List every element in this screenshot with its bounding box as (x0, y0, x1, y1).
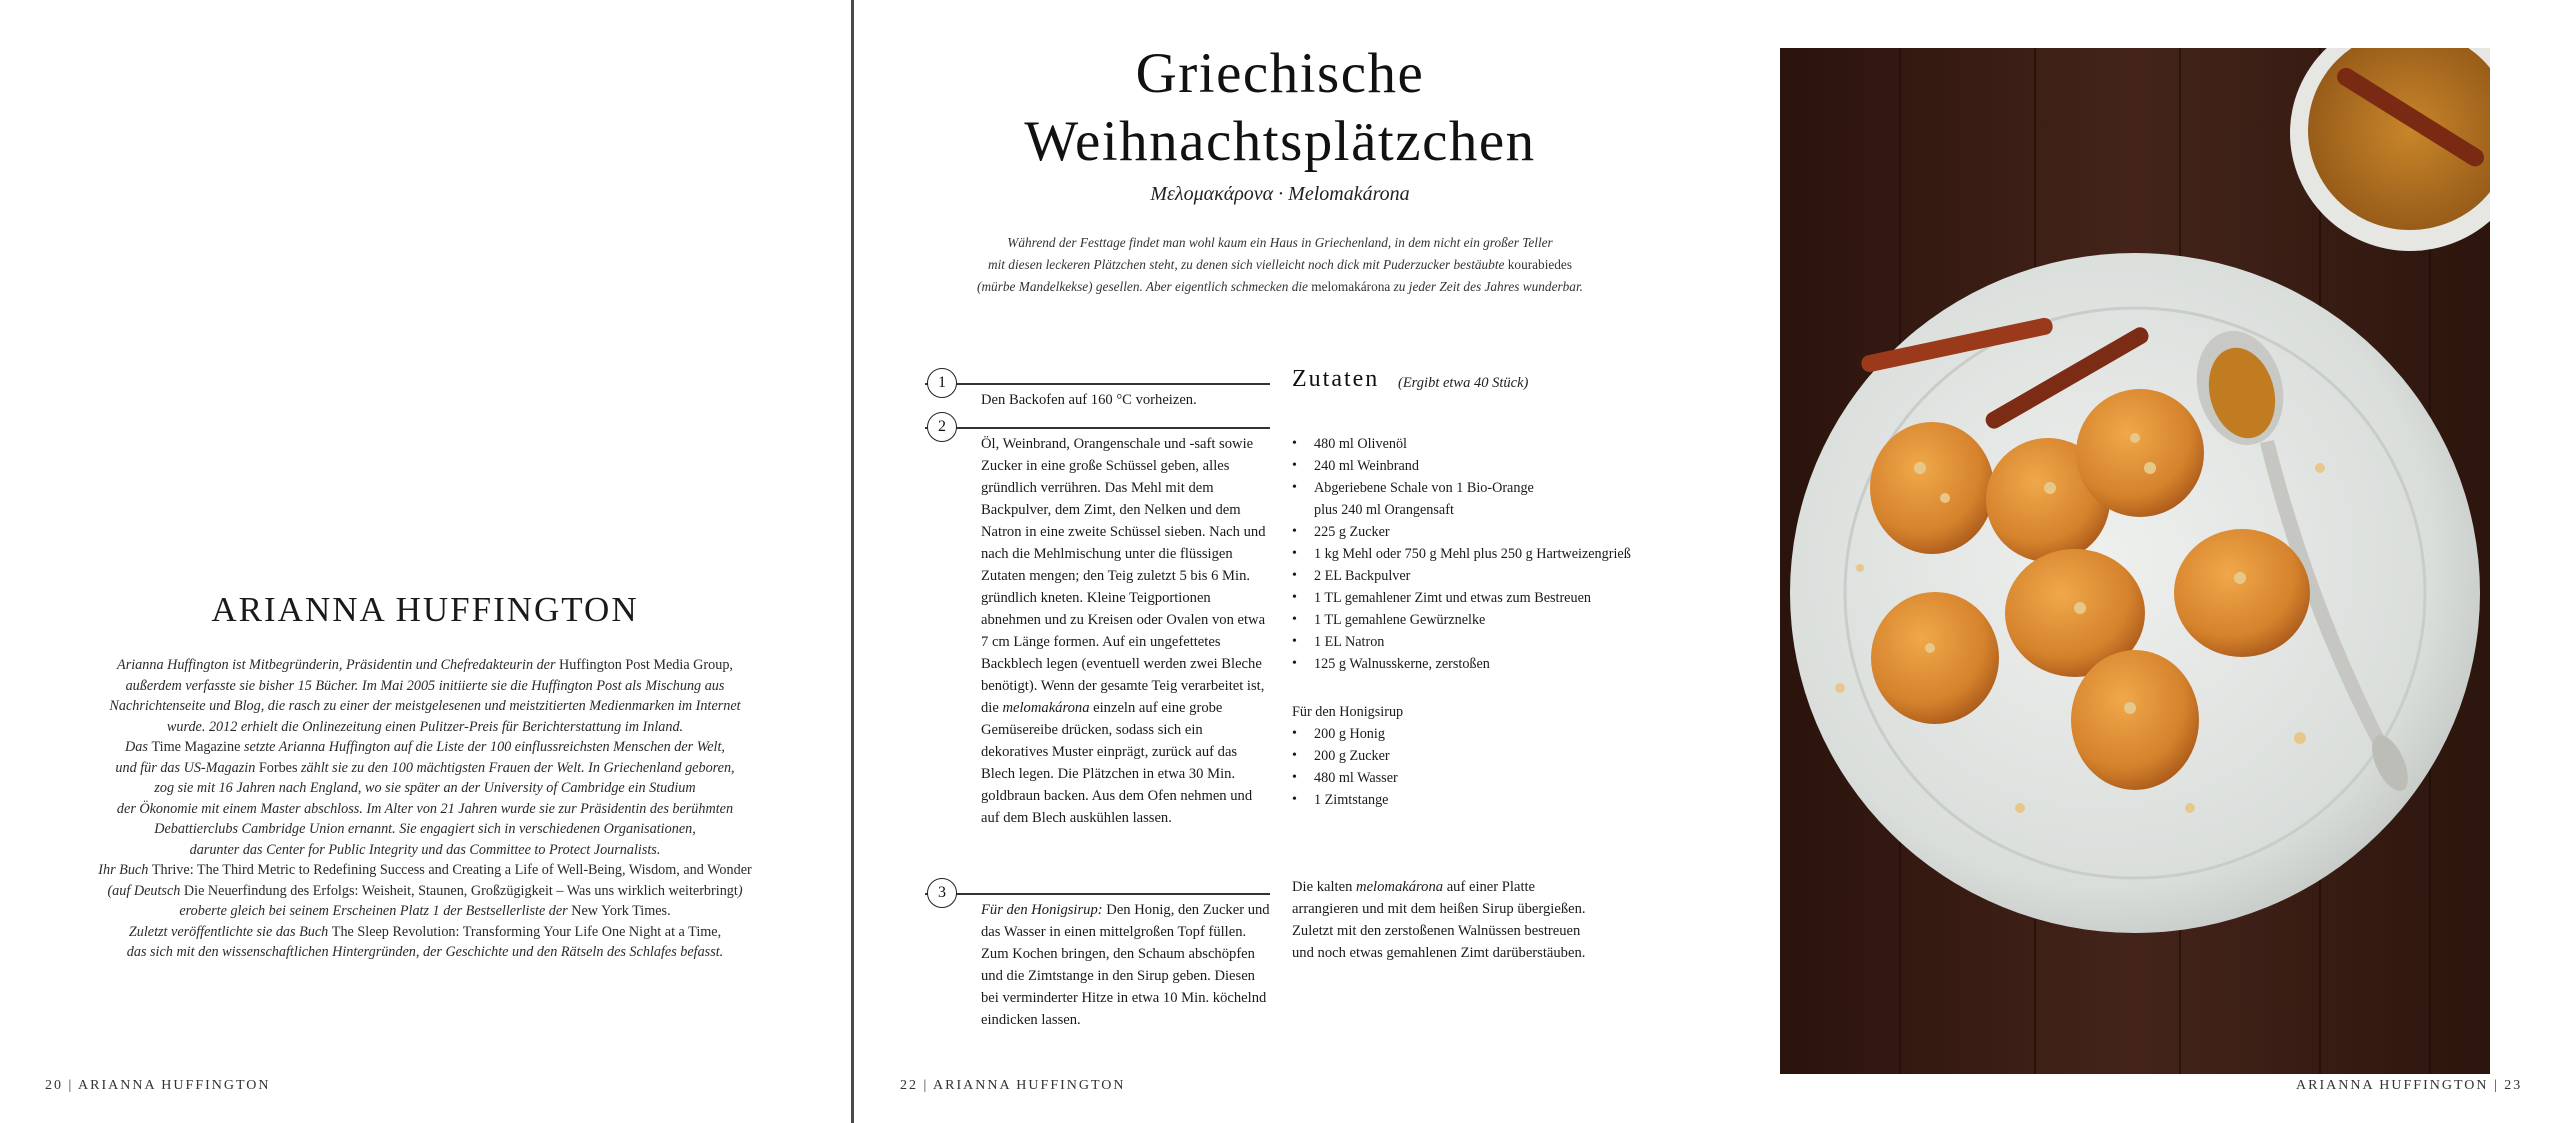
recipe-photo (1780, 48, 2490, 1074)
bio-text: zog sie mit 16 Jahren nach England, wo sie später an der University of Cambridge ein Studium (154, 780, 696, 796)
ingredient-item: • 480 ml Wasser (1292, 767, 1592, 789)
bio-text: Debattierclubs Cambridge Union ernannt. Sie engagiert sich in verschiedenen Organisationen, (154, 821, 696, 837)
step-2-number: 2 (927, 412, 957, 442)
step-text-span: Öl, Weinbrand, Orangenschale und -saft sowie Zucker in eine große Schüssel geben, alles gründlich verrühren. Das Mehl mit dem Backpulver, dem Zimt, den Nelken und dem Natron in eine zweite Schüssel sieben. Nach und nach die Mehlmischung unter die flüssigen Zutaten mengen; den Teig zuletzt 5 bis 6 Min. gründlich kneten. Kleine Teigportionen abnehmen und zu Kreisen oder Ovalen von etwa 7 cm Länge formen. Auf ein ungefettetes Backblech legen (eventuell werden zwei Bleche benötigt). Wenn der gesamte Teig verarbeitet ist, die (981, 436, 1266, 716)
bio-line (60, 819, 790, 840)
ingredient-item: • 2 EL Backpulver (1292, 565, 1712, 587)
bio-text: Ihr Buch (98, 862, 152, 878)
bio-text: Das (125, 739, 152, 755)
page-spine (851, 0, 854, 1123)
bio-line (60, 881, 790, 902)
intro-text: mit diesen leckeren Plätzchen steht, zu denen sich vielleicht noch dick mit Puderzucker bestäubte (987, 257, 1508, 272)
bio-text: Die Neuerfindung des Erfolgs: Weisheit, Staunen, Großzügigkeit – Was uns wirklich weiterbringt (183, 882, 738, 899)
bio-line (60, 901, 790, 922)
ingredient-item: • 1 EL Natron (1292, 631, 1712, 653)
page-number-23: ARIANNA HUFFINGTON | 23 (2296, 1078, 2523, 1093)
bio-text: zählt sie zu den 100 mächtigsten Frauen der Welt. In Griechenland geboren, (297, 759, 735, 776)
bio-line (60, 737, 790, 758)
page-number-20: 20 | ARIANNA HUFFINGTON (45, 1078, 271, 1093)
bio-text: New York Times. (571, 903, 671, 919)
intro-line (920, 254, 1640, 276)
ingredient-item: • 240 ml Weinbrand (1292, 455, 1712, 477)
intro-text: zu jeder Zeit des Jahres wunderbar. (1390, 279, 1583, 294)
serving-instructions (1292, 876, 1592, 964)
bio-line (60, 942, 790, 963)
author-bio (60, 655, 790, 963)
bio-line (60, 922, 790, 943)
bio-line (60, 799, 790, 820)
bio-text: Time Magazine (151, 739, 241, 755)
ingredient-item: • 1 kg Mehl oder 750 g Mehl plus 250 g Hartweizengrieß (1292, 543, 1712, 565)
bio-text: eroberte gleich bei seinem Erscheinen Platz 1 der Bestsellerliste der (179, 903, 572, 919)
ingredients-yield: (Ergibt etwa 40 Stück) (1398, 375, 1529, 391)
cookies-on-plate-illustration (1780, 48, 2490, 1074)
step-text-span: melomakárona (1002, 700, 1090, 716)
bio-text: der Ökonomie mit einem Master abschloss. Im Alter von 21 Jahren wurde sie zur Präsidentin des berühmten (116, 800, 734, 817)
bio-text: ) (737, 882, 743, 899)
recipe-title (920, 40, 1640, 176)
intro-text: melomakárona (1311, 279, 1391, 294)
finish-text: melomakárona (1356, 879, 1444, 895)
bio-line (60, 676, 790, 697)
page-number-22: 22 | ARIANNA HUFFINGTON (900, 1078, 1126, 1093)
bio-line (60, 758, 790, 779)
ingredient-item: • 1 TL gemahlene Gewürznelke (1292, 609, 1712, 631)
ingredient-item: • 1 Zimtstange (1292, 789, 1592, 811)
intro-text: kourabiedes (1507, 257, 1573, 272)
step-1-text (981, 389, 1271, 411)
bio-text: (auf Deutsch (107, 882, 184, 899)
recipe-intro (920, 232, 1640, 298)
step-3-rule (925, 893, 1270, 895)
bio-text: The Sleep Revolution: Transforming Your Life One Night at a Time, (331, 923, 722, 940)
bio-line (60, 840, 790, 861)
ingredients-heading: Zutaten (1292, 366, 1380, 392)
finish-text: Die kalten (1292, 879, 1357, 895)
intro-text: (mürbe Mandelkekse) gesellen. Aber eigentlich schmecken die (977, 279, 1312, 294)
step-1-number: 1 (927, 368, 957, 398)
bio-text: außerdem verfasste sie bisher 15 Bücher. Im Mai 2005 initiierte sie die Huffington Post als Mischung aus (125, 677, 725, 694)
step-2-text (981, 433, 1273, 829)
step-2-rule (925, 427, 1270, 429)
syrup-ingredients-list (1292, 723, 1592, 811)
bio-text: Nachrichtenseite und Blog, die rasch zu einer der meistgelesenen und meistzitierten Medienmarken im Internet (109, 698, 741, 714)
bio-text: Huffington Post Media Group, (559, 657, 733, 673)
intro-text: Während der Festtage findet man wohl kaum ein Haus in Griechenland, in dem nicht ein großer Teller (1007, 235, 1553, 250)
recipe-subtitle: Μελομακάρονα · Melomakárona (1150, 183, 1410, 205)
ingredient-item: • 200 g Honig (1292, 723, 1592, 745)
step-3-text (981, 899, 1271, 1031)
recipe-title-line-2: Weihnachtsplätzchen (1024, 110, 1536, 173)
bio-line (60, 696, 790, 717)
bio-line (60, 655, 790, 676)
ingredient-item: • 480 ml Olivenöl (1292, 433, 1712, 455)
step-text-span: einzeln auf eine grobe Gemüsereibe drücken, sodass sich ein dekoratives Muster einprägt, zurück auf das Blech legen. Die Plätzchen in etwa 30 Min. goldbraun backen. Aus dem Ofen nehmen und auf dem Blech auskühlen lassen. (981, 700, 1253, 826)
recipe-title-line-1: Griechische (1135, 42, 1425, 105)
step-text-span: Für den Honigsirup: (981, 902, 1103, 918)
bio-line (60, 778, 790, 799)
ingredients-list (1292, 433, 1712, 675)
ingredient-item: • 225 g Zucker (1292, 521, 1712, 543)
bio-text: Thrive: The Third Metric to Redefining Success and Creating a Life of Well-Being, Wisdom, and Wonder (151, 862, 752, 878)
bio-text: Zuletzt veröffentlichte sie das Buch (128, 923, 332, 940)
bio-text: und für das US-Magazin (115, 759, 259, 776)
intro-line (920, 232, 1640, 254)
bio-text: Forbes (258, 759, 298, 776)
syrup-label: Für den Honigsirup (1292, 704, 1404, 720)
bio-text: setzte Arianna Huffington auf die Liste der 100 einflussreichsten Menschen der Welt, (240, 739, 725, 755)
finish-text: auf einer Platte arrangieren und mit dem heißen Sirup übergießen. Zuletzt mit den zerstoßenen Walnüssen bestreuen und noch etwas gemahlenen Zimt darüberstäuben. (1292, 879, 1586, 961)
bio-line (60, 860, 790, 881)
intro-line (920, 276, 1640, 298)
ingredient-item: • Abgeriebene Schale von 1 Bio-Orange (1292, 477, 1712, 499)
bio-text: Arianna Huffington ist Mitbegründerin, Präsidentin und Chefredakteurin der (117, 657, 560, 673)
step-3-number: 3 (927, 878, 957, 908)
bio-text: wurde. 2012 erhielt die Onlinezeitung einen Pulitzer-Preis für Berichterstattung im Inland. (166, 718, 684, 735)
bio-text: darunter das Center for Public Integrity und das Committee to Protect Journalists. (189, 841, 661, 858)
step-text-span: Den Honig, den Zucker und das Wasser in einen mittelgroßen Topf füllen. Zum Kochen bringen, den Schaum abschöpfen und die Zimtstange in den Sirup geben. Diesen bei verminderter Hitze in etwa 10 Min. köchelnd eindicken lassen. (981, 902, 1270, 1028)
ingredient-item: plus 240 ml Orangensaft (1314, 502, 1454, 518)
ingredient-item: • 1 TL gemahlener Zimt und etwas zum Bestreuen (1292, 587, 1712, 609)
ingredient-item: • 125 g Walnusskerne, zerstoßen (1292, 653, 1712, 675)
step-1-rule (925, 383, 1270, 385)
bio-line (60, 717, 790, 738)
bio-text: das sich mit den wissenschaftlichen Hintergründen, der Geschichte und den Rätseln des Schlafes befasst. (126, 944, 724, 960)
author-name-heading: ARIANNA HUFFINGTON (211, 590, 639, 629)
step-text-span: Den Backofen auf 160 °C vorheizen. (981, 392, 1197, 408)
ingredient-item: • 200 g Zucker (1292, 745, 1592, 767)
